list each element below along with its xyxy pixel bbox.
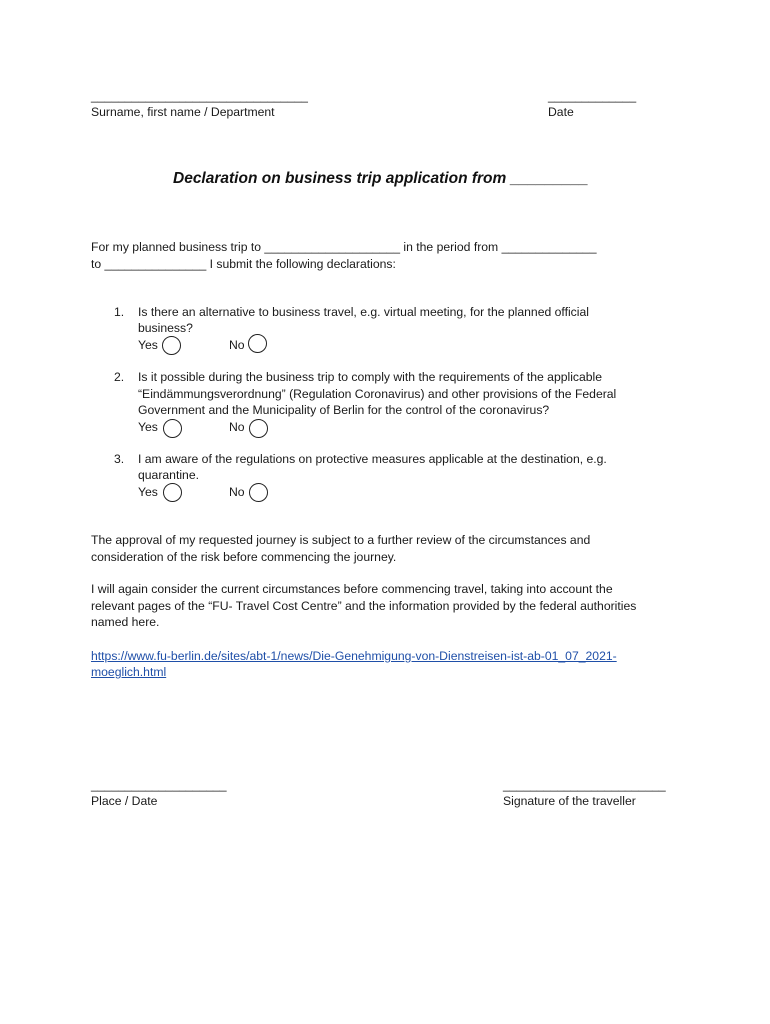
question-number-3: 3. — [114, 452, 125, 466]
question-3-yes-radio[interactable] — [163, 483, 182, 502]
paragraph-2-line-3: named here. — [91, 615, 160, 629]
question-2-yes-label: Yes — [138, 420, 158, 434]
question-1-yes-radio[interactable] — [162, 336, 181, 355]
date-label: Date — [548, 105, 574, 119]
question-1-no-label: No — [229, 338, 245, 352]
question-3-no-label: No — [229, 485, 245, 499]
question-2-yes-radio[interactable] — [163, 419, 182, 438]
question-3-line-1: I am aware of the regulations on protective measures applicable at the destination, e.g. — [138, 452, 607, 466]
fu-berlin-link-line-1[interactable]: https://www.fu-berlin.de/sites/abt-1/news/Die-Genehmigung-von-Dienstreisen-ist-ab-01_07_2021- — [91, 649, 617, 663]
signature-blank[interactable]: ________________________ — [503, 778, 666, 792]
question-1-line-1: Is there an alternative to business travel, e.g. virtual meeting, for the planned official — [138, 305, 589, 319]
intro-line-1: For my planned business trip to ____________________ in the period from ______________ — [91, 240, 597, 254]
question-3-line-2: quarantine. — [138, 468, 199, 482]
question-1-line-2: business? — [138, 321, 193, 335]
question-2-no-radio[interactable] — [249, 419, 268, 438]
question-2-line-1: Is it possible during the business trip to comply with the requirements of the applicable — [138, 370, 603, 384]
question-2-no-label: No — [229, 420, 245, 434]
paragraph-1-line-1: The approval of my requested journey is subject to a further review of the circumstances and — [91, 533, 591, 547]
fu-berlin-link-line-2[interactable]: moeglich.html — [91, 665, 167, 679]
question-3-yes-label: Yes — [138, 485, 158, 499]
place-date-label: Place / Date — [91, 794, 158, 808]
intro-line-2: to _______________ I submit the following declarations: — [91, 257, 396, 271]
question-3-no-radio[interactable] — [249, 483, 268, 502]
paragraph-2-line-2: relevant pages of the “FU- Travel Cost Centre” and the information provided by the federal authorities — [91, 599, 637, 613]
question-1-yes-label: Yes — [138, 338, 158, 352]
date-blank[interactable]: _____________ — [548, 89, 637, 103]
question-2-line-2: “Eindämmungsverordnung” (Regulation Coronavirus) and other provisions of the Federal — [138, 387, 617, 401]
place-date-blank[interactable]: ____________________ — [91, 778, 227, 792]
question-number-1: 1. — [114, 305, 125, 319]
question-number-2: 2. — [114, 370, 125, 384]
signature-label: Signature of the traveller — [503, 794, 636, 808]
question-2-line-3: Government and the Municipality of Berlin for the control of the coronavirus? — [138, 403, 550, 417]
name-label: Surname, first name / Department — [91, 105, 275, 119]
page-title: Declaration on business trip application from _________ — [173, 170, 589, 187]
paragraph-2-line-1: I will again consider the current circumstances before commencing travel, taking into account the — [91, 582, 613, 596]
question-1-no-radio[interactable] — [248, 334, 267, 353]
paragraph-1-line-2: consideration of the risk before commencing the journey. — [91, 550, 397, 564]
name-blank[interactable]: ________________________________ — [91, 89, 308, 103]
